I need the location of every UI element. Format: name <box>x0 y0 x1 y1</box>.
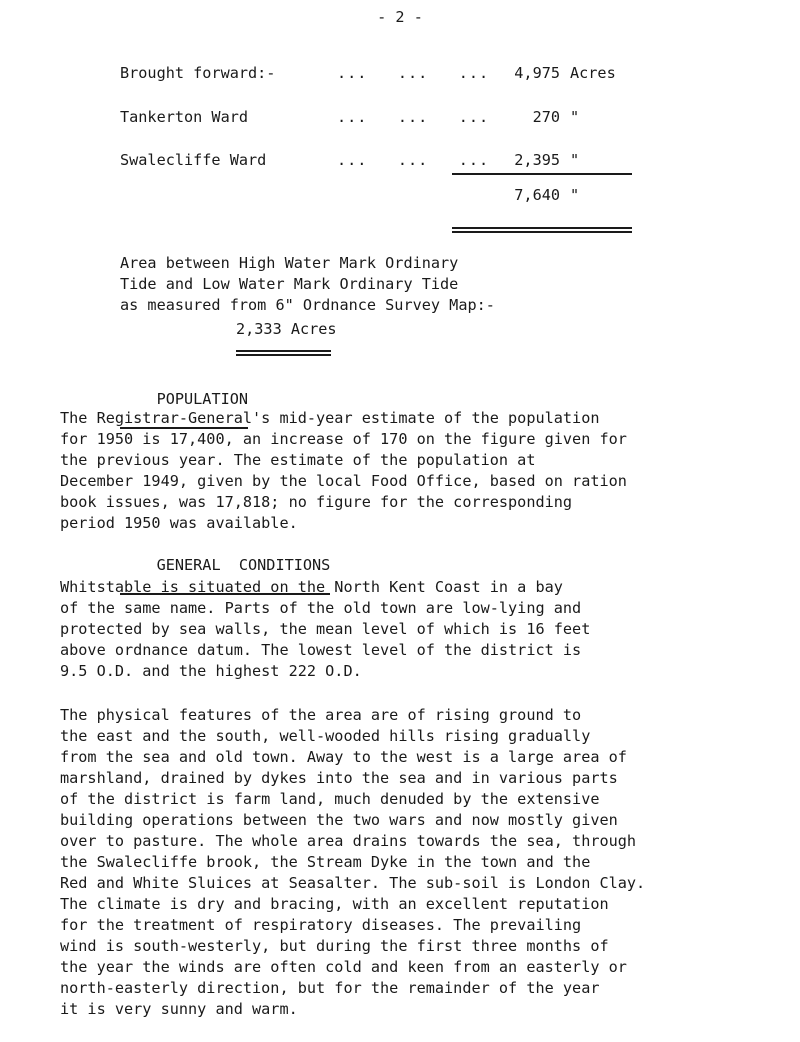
area-row-label: Tankerton Ward <box>120 108 249 126</box>
total-double-rule-top <box>452 227 632 229</box>
area-row-tankerton <box>120 108 680 130</box>
page-number: - 2 - <box>377 8 423 26</box>
area-total-unit: " <box>570 186 580 204</box>
tidal-area-value: 2,333 Acres <box>236 320 337 338</box>
area-row-unit: " <box>570 151 580 169</box>
area-row-swalecliffe <box>120 151 680 173</box>
general-conditions-paragraph-1: Whitstable is situated on the North Kent Coast in a bay of the same name. Parts of the old town are low-lying and protected by sea walls, the mean level of which is 16 feet above ordnance datum. The lowest level of the district is 9.5 O.D. and the highest 222 O.D. <box>60 578 591 680</box>
total-double-rule-bottom <box>452 231 632 233</box>
divider-rule-top <box>236 350 331 352</box>
area-row-value: 4,975 <box>514 64 560 82</box>
area-row-brought-forward <box>120 64 680 86</box>
general-conditions-heading-text: GENERAL CONDITIONS <box>156 556 331 574</box>
area-row-unit: Acres <box>570 64 616 82</box>
area-row-label: Swalecliffe Ward <box>120 151 267 169</box>
general-conditions-paragraph-2: The physical features of the area are of rising ground to the east and the south, well-wooded hills rising gradually from the sea and old town. Away to the west is a large area of marshland, drained by dykes into the sea and in various parts of the district is farm land, much denuded by the extensive building operations between the two wars and now mostly given over to pasture. The whole area drains towards the sea, through the Swalecliffe brook, the Stream Dyke in the town and the Red and White Sluices at Seasalter. The sub-soil is London Clay. The climate is dry and bracing, with an excellent reputation for the treatment of respiratory diseases. The prevailing wind is south-westerly, but during the first three months of the year the winds are often cold and keen from an easterly or north-easterly direction, but for the remainder of the year it is very sunny and warm. <box>60 706 646 1018</box>
area-total-value: 7,640 <box>514 186 560 204</box>
population-heading-text: POPULATION <box>156 390 249 408</box>
area-row-label: Brought forward:- <box>120 64 276 82</box>
population-paragraph: The Registrar-General's mid-year estimate of the population for 1950 is 17,400, an increase of 170 on the figure given for the previous year. The estimate of the population at December 1949, given by the local Food Office, based on ration book issues, was 17,818; no figure for the corresponding period 1950 was available. <box>60 409 627 532</box>
area-total-row <box>120 186 680 208</box>
area-row-unit: " <box>570 108 580 126</box>
leader-dots: ... ... ... <box>337 64 490 82</box>
area-row-value: 2,395 <box>514 151 560 169</box>
sum-rule <box>452 173 632 175</box>
divider-rule-bottom <box>236 354 331 356</box>
area-row-value: 270 <box>532 108 560 126</box>
tidal-area-text: Area between High Water Mark Ordinary Tide and Low Water Mark Ordinary Tide as measured from 6" Ordnance Survey Map:- <box>120 254 495 314</box>
leader-dots: ... ... ... <box>337 108 490 126</box>
leader-dots: ... ... ... <box>337 151 490 169</box>
